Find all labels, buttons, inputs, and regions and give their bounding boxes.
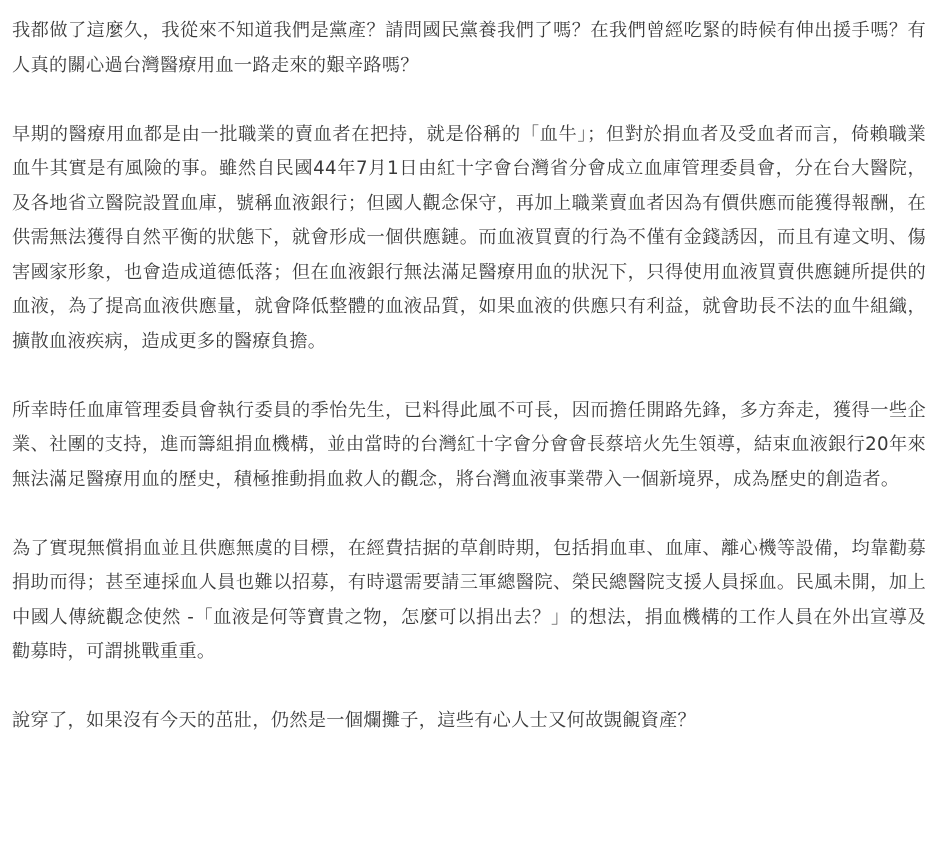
- paragraph-blood-donation-founding: 所幸時任血庫管理委員會執行委員的季怡先生，已料得此風不可長，因而擔任開路先鋒，多方奔走，獲得一些企業、社團的支持，進而籌組捐血機構，並由當時的台灣紅十字會分會會長蔡培火先生領導，結束血液銀行20年來無法滿足醫療用血的歷史，積極推動捐血救人的觀念，將台灣血液事業帶入一個新境界，成為歷史的創造者。: [12, 399, 926, 490]
- paragraph-early-blood-supply: 早期的醫療用血都是由一批職業的賣血者在把持，就是俗稱的「血牛」；但對於捐血者及受血者而言，倚賴職業血牛其實是有風險的事。雖然自民國44年7月1日由紅十字會台灣省分會成立血庫管理委員會，分在台大醫院，及各地省立醫院設置血庫，號稱血液銀行；但國人觀念保守，再加上職業賣血者因為有價供應而能獲得報酬，在供需無法獲得自然平衡的狀態下，就會形成一個供應鏈。而血液買賣的行為不僅有金錢誘因，而且有違文明、傷害國家形象，也會造成道德低落；但在血液銀行無法滿足醫療用血的狀況下，只得使用血液買賣供應鏈所提供的血液，為了提高血液供應量，就會降低整體的血液品質，如果血液的供應只有利益，就會助長不法的血牛組織，擴散血液疾病，造成更多的醫療負擔。: [12, 123, 926, 352]
- paragraph-intro: 我都做了這麼久，我從來不知道我們是黨產？請問國民黨養我們了嗎？在我們曾經吃緊的時候有伸出援手嗎？有人真的關心過台灣醫療用血一路走來的艱辛路嗎？: [12, 20, 926, 76]
- paragraph-conclusion: 說穿了，如果沒有今天的茁壯，仍然是一個爛攤子，這些有心人士又何故覬覦資產？: [12, 710, 697, 731]
- paragraph-early-challenges: 為了實現無償捐血並且供應無虞的目標，在經費拮据的草創時期，包括捐血車、血庫、離心機等設備，均靠勸募捐助而得；甚至連採血人員也難以招募，有時還需要請三軍總醫院、榮民總醫院支援人員採血。民風未開，加上中國人傳統觀念使然 -「血液是何等寶貴之物，怎麼可以捐出去？」的想法，捐血機構的工作人員在外出宣導及勸募時，可謂挑戰重重。: [12, 537, 926, 662]
